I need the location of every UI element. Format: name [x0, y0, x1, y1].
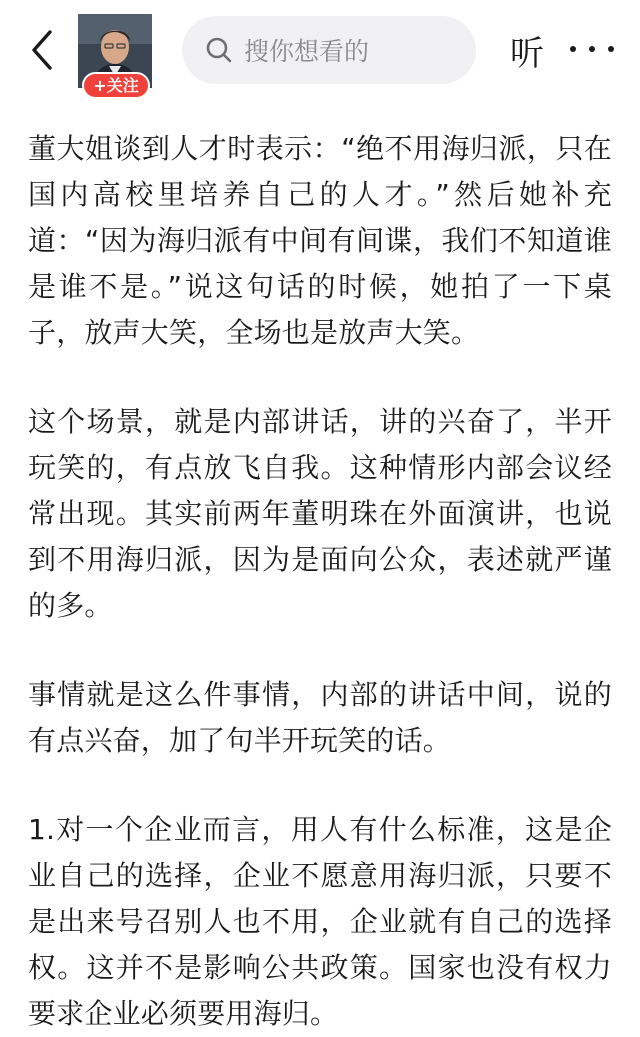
chevron-left-icon [26, 26, 60, 74]
article-paragraph: 1.对一个企业而言，用人有什么标准，这是企业自己的选择，企业不愿意用海归派，只要不是出来号召别人也不用，企业就有自己的选择权。这并不是影响公共政策。国家也没有权力要求企业必须要用海归。 [28, 813, 612, 1030]
author-avatar[interactable] [78, 14, 152, 95]
search-placeholder: 搜你想看的 [244, 37, 370, 66]
article-paragraph: 这个场景，就是内部讲话，讲的兴奋了，半开玩笑的，有点放飞自我。这种情形内部会议经常出现。其实前两年董明珠在外面演讲，也说到不用海归派，因为是面向公众，表述就严谨的多。 [28, 405, 612, 622]
search-icon [204, 35, 234, 65]
dot [608, 46, 614, 52]
dot [589, 46, 595, 52]
follow-button[interactable]: +关注 [82, 72, 150, 99]
listen-button[interactable]: 听 [510, 33, 544, 74]
article-paragraph: 事情就是这么件事情，内部的讲话中间，说的有点兴奋，加了句半开玩笑的话。 [28, 678, 612, 757]
back-button[interactable] [26, 26, 60, 74]
article-paragraph: 董大姐谈到人才时表示：“绝不用海归派，只在国内高校里培养自己的人才。”然后她补充道：“因为海归派有中间有间谍，我们不知道谁是谁不是。”说这句话的时候，她拍了一下桌子，放声大笑，全场也是放声大笑。 [28, 132, 612, 349]
search-box[interactable] [182, 16, 476, 84]
top-bar [0, 0, 640, 100]
more-dots-icon[interactable] [570, 34, 614, 64]
dot [570, 46, 576, 52]
article-body [28, 126, 612, 1037]
